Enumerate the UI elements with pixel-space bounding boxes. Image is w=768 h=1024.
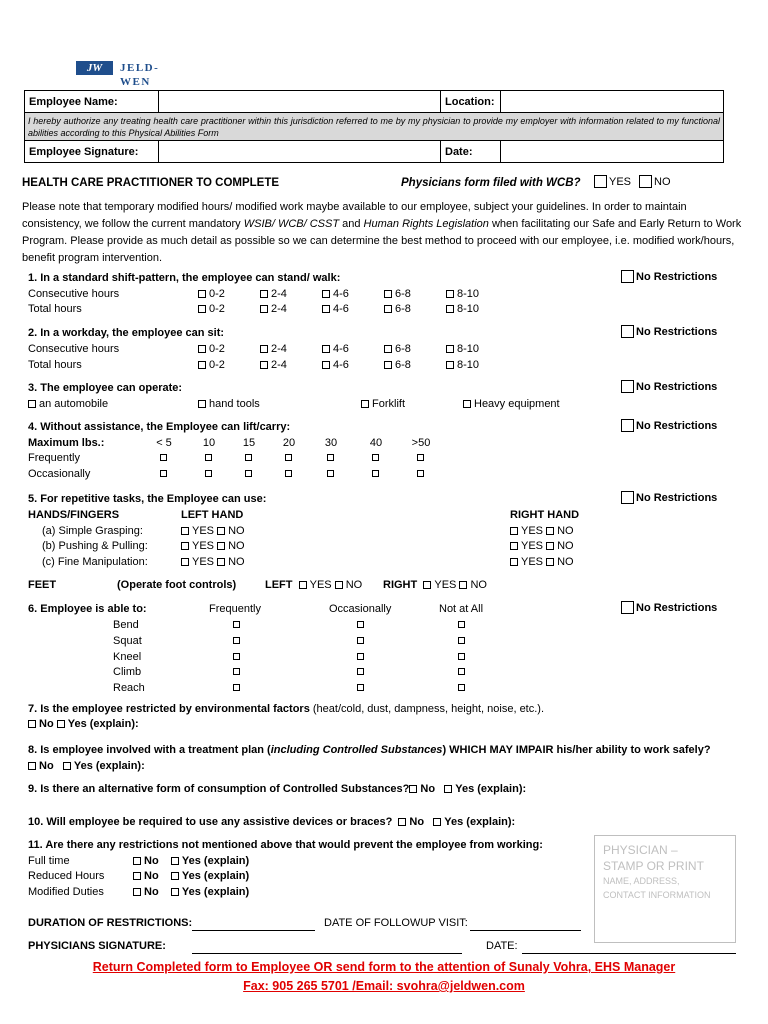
checkbox[interactable] [260, 305, 268, 313]
q8-answers: No Yes (explain): [28, 759, 145, 773]
q7-yes-checkbox[interactable] [57, 720, 65, 728]
checkbox[interactable] [198, 361, 206, 369]
q1-range-option[interactable] [446, 302, 479, 316]
employee-name-label: Employee Name: [25, 91, 159, 113]
q10-no-checkbox[interactable] [398, 818, 406, 826]
q6-activity-label: Kneel [113, 651, 142, 663]
range-label: 2-4 [271, 359, 287, 371]
physician-date-field[interactable] [522, 953, 736, 954]
q6-checkbox[interactable] [357, 637, 364, 644]
q1-row-label: Total hours [28, 303, 82, 315]
checkbox[interactable] [322, 361, 330, 369]
q9-yes-checkbox[interactable] [444, 785, 452, 793]
q5-feet-left: LEFT YES NO [265, 579, 363, 591]
q5-task-label: (a) Simple Grasping: [42, 525, 143, 537]
checkbox[interactable] [510, 558, 518, 566]
q5-yes-no: YES NO [510, 555, 574, 569]
q1-range-option[interactable] [198, 287, 225, 301]
checkbox[interactable] [260, 361, 268, 369]
q4-weight-label: >50 [411, 437, 431, 449]
checkbox[interactable] [621, 601, 634, 614]
checkbox[interactable] [171, 872, 179, 880]
checkbox[interactable] [322, 305, 330, 313]
q4-weight-label: 30 [324, 437, 338, 449]
q5-feet-label: FEET [28, 579, 57, 591]
checkbox[interactable] [384, 290, 392, 298]
checkbox[interactable] [217, 558, 225, 566]
date-field[interactable] [501, 141, 724, 163]
q9-no-checkbox[interactable] [409, 785, 417, 793]
q4-weight-label: 10 [202, 437, 216, 449]
q4-checkbox[interactable] [417, 470, 424, 477]
contact-info: Fax: 905 265 5701 /Email: svohra@jeldwen.com [243, 979, 525, 993]
physician-stamp-box[interactable] [594, 835, 736, 943]
range-label: 0-2 [209, 303, 225, 315]
q2-range-option[interactable] [198, 358, 225, 372]
q11-answers: No Yes (explain) [133, 869, 249, 883]
checkbox[interactable] [621, 325, 634, 338]
checkbox[interactable] [621, 491, 634, 504]
q2-range-option[interactable] [260, 342, 287, 356]
q2-range-option[interactable] [446, 358, 479, 372]
duration-field[interactable] [192, 930, 315, 931]
q1-range-option[interactable] [260, 302, 287, 316]
q6-checkbox[interactable] [357, 653, 364, 660]
q6-checkbox[interactable] [458, 621, 465, 628]
q11-answers: No Yes (explain) [133, 885, 249, 899]
q4-checkbox[interactable] [285, 470, 292, 477]
q4-weight-label: 40 [369, 437, 383, 449]
q3-option-automobile[interactable]: an automobile [28, 397, 108, 411]
checkbox[interactable] [133, 888, 141, 896]
physician-signature-label: PHYSICIANS SIGNATURE: [28, 940, 166, 952]
stamp-line-4: CONTACT INFORMATION [603, 890, 711, 900]
q4-checkbox[interactable] [372, 454, 379, 461]
checkbox[interactable] [446, 290, 454, 298]
range-label: 8-10 [457, 343, 480, 355]
q6-checkbox[interactable] [357, 668, 364, 675]
return-instructions: Return Completed form to Employee OR send form to the attention of Sunaly Vohra, EHS Manager [92, 960, 676, 974]
q5-feet-desc: (Operate foot controls) [117, 579, 237, 591]
location-field[interactable] [501, 91, 724, 113]
checkbox[interactable] [322, 290, 330, 298]
wcb-no-label: NO [654, 176, 671, 188]
q6-checkbox[interactable] [233, 621, 240, 628]
stamp-line-2: STAMP OR PRINT [603, 859, 704, 873]
q6-col-not-at-all: Not at All [439, 603, 484, 615]
q2-range-option[interactable] [260, 358, 287, 372]
intro-paragraph: Please note that temporary modified hours/ modified work maybe available to our employee, subject your guidelines. In order to maintain consistency, we follow the current mandatory WSIB/ WCB/ CSST and Human Rights Legislation when facilitating our Safe and Early Return to Work Program. Please provide as much detail as possible so we can determine the best method to proceed with our employee, i.e. modified work/hours, benefit program intervention. [22, 201, 742, 264]
q4-checkbox[interactable] [285, 454, 292, 461]
q1-title: 1. In a standard shift-pattern, the employee can stand/ walk: [28, 272, 341, 284]
followup-field[interactable] [470, 930, 581, 931]
wcb-no-checkbox[interactable] [639, 175, 652, 188]
checkbox[interactable] [621, 419, 634, 432]
q1-range-option[interactable] [260, 287, 287, 301]
range-label: 0-2 [209, 288, 225, 300]
checkbox[interactable] [171, 888, 179, 896]
q4-weight-label: 15 [242, 437, 256, 449]
q11-row-label: Full time [28, 855, 70, 867]
hcp-title: HEALTH CARE PRACTITIONER TO COMPLETE [22, 177, 280, 189]
range-label: 6-8 [395, 288, 411, 300]
q1-range-option[interactable] [322, 302, 349, 316]
checkbox[interactable] [621, 270, 634, 283]
q4-checkbox[interactable] [327, 454, 334, 461]
checkbox[interactable] [510, 527, 518, 535]
q5-hands-label: HANDS/FINGERS [28, 509, 120, 521]
checkbox[interactable] [299, 581, 307, 589]
checkbox[interactable] [446, 361, 454, 369]
range-label: 8-10 [457, 303, 480, 315]
q2-row-label: Total hours [28, 359, 82, 371]
q1-row-label: Consecutive hours [28, 288, 120, 300]
wcb-yes-checkbox[interactable] [594, 175, 607, 188]
checkbox[interactable] [446, 345, 454, 353]
q7-answers: No Yes (explain): [28, 717, 139, 731]
q11-row-label: Modified Duties [28, 886, 104, 898]
q1-range-option[interactable] [446, 287, 479, 301]
q4-checkbox[interactable] [245, 470, 252, 477]
duration-label: DURATION OF RESTRICTIONS: [28, 917, 193, 929]
checkbox[interactable] [133, 857, 141, 865]
q4-row-label: Occasionally [28, 468, 91, 480]
q2-row-label: Consecutive hours [28, 343, 120, 355]
q3-title: 3. The employee can operate: [28, 382, 183, 394]
q2-range-option[interactable] [446, 342, 479, 356]
q6-checkbox[interactable] [458, 653, 465, 660]
q11-question: 11. Are there any restrictions not mentioned above that would prevent the employee from working: [28, 839, 543, 851]
checkbox[interactable] [384, 345, 392, 353]
q2-range-option[interactable] [384, 358, 411, 372]
q1-range-option[interactable] [384, 302, 411, 316]
range-label: 0-2 [209, 359, 225, 371]
q5-right-hand-label: RIGHT HAND [510, 509, 580, 521]
checkbox[interactable] [260, 290, 268, 298]
q6-checkbox[interactable] [357, 621, 364, 628]
date-label: Date: [441, 141, 501, 163]
checkbox[interactable] [260, 345, 268, 353]
q8-no-checkbox[interactable] [28, 762, 36, 770]
logo-wordmark: JELD-WEN [120, 62, 160, 88]
range-label: 2-4 [271, 288, 287, 300]
checkbox[interactable] [384, 361, 392, 369]
checkbox[interactable] [546, 542, 554, 550]
range-label: 2-4 [271, 343, 287, 355]
q1-no-restrictions[interactable]: No Restrictions [621, 270, 717, 284]
followup-label: DATE OF FOLLOWUP VISIT: [324, 917, 468, 929]
q6-activity-label: Squat [113, 635, 142, 647]
stamp-line-3: NAME, ADDRESS, [603, 876, 680, 886]
q6-activity-label: Bend [113, 619, 139, 631]
q4-weight-label: < 5 [156, 437, 172, 449]
q4-checkbox[interactable] [205, 454, 212, 461]
q4-row-label: Frequently [28, 452, 80, 464]
q6-checkbox[interactable] [233, 653, 240, 660]
physician-date-label: DATE: [486, 940, 518, 952]
checkbox[interactable] [446, 305, 454, 313]
employee-signature-label: Employee Signature: [25, 141, 159, 163]
checkbox[interactable] [546, 558, 554, 566]
checkbox[interactable] [181, 542, 189, 550]
checkbox[interactable] [198, 290, 206, 298]
employee-name-field[interactable] [159, 91, 441, 113]
q11-answers: No Yes (explain) [133, 854, 249, 868]
q6-checkbox[interactable] [233, 637, 240, 644]
q2-range-option[interactable] [322, 342, 349, 356]
employee-signature-field[interactable] [159, 141, 441, 163]
q6-col-occasionally: Occasionally [329, 603, 392, 615]
q6-no-restrictions[interactable]: No Restrictions [621, 601, 717, 615]
q5-yes-no: YES NO [181, 539, 245, 553]
checkbox[interactable] [181, 527, 189, 535]
q10-question: 10. Will employee be required to use any assistive devices or braces? No Yes (explain): [28, 816, 516, 828]
q4-checkbox[interactable] [417, 454, 424, 461]
checkbox[interactable] [621, 380, 634, 393]
checkbox[interactable] [133, 872, 141, 880]
checkbox[interactable] [423, 581, 431, 589]
q8-question: 8. Is employee involved with a treatment plan (including Controlled Substances) WHICH MAY IMPAIR his/her ability to work safely? [28, 744, 711, 756]
checkbox[interactable] [459, 581, 467, 589]
q5-no-restrictions[interactable]: No Restrictions [621, 491, 717, 505]
authorization-statement: I hereby authorize any treating health care practitioner within this jurisdiction referred to me by my physician to provide my employer with information related to my functional abilities according to this Physical Abilities Form [25, 113, 724, 141]
q5-left-hand-label: LEFT HAND [181, 509, 244, 521]
q6-col-frequently: Frequently [209, 603, 261, 615]
stamp-line-1: PHYSICIAN – [603, 843, 678, 857]
range-label: 8-10 [457, 359, 480, 371]
range-label: 6-8 [395, 303, 411, 315]
checkbox[interactable] [510, 542, 518, 550]
q5-yes-no: YES NO [510, 524, 574, 538]
q4-checkbox[interactable] [372, 470, 379, 477]
q4-checkbox[interactable] [327, 470, 334, 477]
wcb-question: Physicians form filed with WCB? [401, 177, 581, 189]
q4-checkbox[interactable] [160, 470, 167, 477]
q6-activity-label: Climb [113, 666, 142, 678]
q5-yes-no: YES NO [510, 539, 574, 553]
q6-activity-label: Reach [113, 682, 145, 694]
wcb-yes-label: YES [609, 176, 632, 188]
checkbox[interactable] [546, 527, 554, 535]
q6-checkbox[interactable] [458, 684, 465, 691]
q2-range-option[interactable] [384, 342, 411, 356]
q6-checkbox[interactable] [458, 668, 465, 675]
checkbox[interactable] [198, 305, 206, 313]
q1-range-option[interactable] [322, 287, 349, 301]
q5-task-label: (c) Fine Manipulation: [42, 556, 148, 568]
q9-question: 9. Is there an alternative form of consumption of Controlled Substances? No Yes (explain): [28, 783, 527, 795]
physician-signature-field[interactable] [192, 953, 462, 954]
range-label: 4-6 [333, 343, 349, 355]
checkbox[interactable] [335, 581, 343, 589]
checkbox[interactable] [171, 857, 179, 865]
q5-yes-no: YES NO [181, 555, 245, 569]
q11-row-label: Reduced Hours [28, 870, 105, 882]
checkbox[interactable] [322, 345, 330, 353]
q5-feet-right: RIGHT YES NO [383, 579, 487, 591]
q2-no-restrictions[interactable]: No Restrictions [621, 325, 717, 339]
q2-range-option[interactable] [198, 342, 225, 356]
range-label: 0-2 [209, 343, 225, 355]
q6-checkbox[interactable] [458, 637, 465, 644]
q3-option-heavy-equipment[interactable]: Heavy equipment [463, 397, 560, 411]
q7-question: 7. Is the employee restricted by environmental factors (heat/cold, dust, dampness, height, noise, etc.). [28, 703, 545, 715]
q4-checkbox[interactable] [245, 454, 252, 461]
checkbox[interactable] [384, 305, 392, 313]
q8-yes-checkbox[interactable] [63, 762, 71, 770]
q6-checkbox[interactable] [233, 668, 240, 675]
q5-task-label: (b) Pushing & Pulling: [42, 540, 148, 552]
q6-checkbox[interactable] [233, 684, 240, 691]
q4-no-restrictions[interactable]: No Restrictions [621, 419, 717, 433]
range-label: 4-6 [333, 359, 349, 371]
wcb-no-option[interactable] [639, 175, 671, 189]
q3-option-hand-tools[interactable]: hand tools [198, 397, 260, 411]
q2-title: 2. In a workday, the employee can sit: [28, 327, 225, 339]
q6-title: 6. Employee is able to: [28, 603, 147, 615]
employee-info-table [24, 90, 724, 163]
checkbox[interactable] [198, 345, 206, 353]
checkbox[interactable] [217, 527, 225, 535]
range-label: 8-10 [457, 288, 480, 300]
q5-title: 5. For repetitive tasks, the Employee can use: [28, 493, 267, 505]
q4-max-label: Maximum lbs.: [28, 437, 105, 449]
checkbox[interactable] [217, 542, 225, 550]
location-label: Location: [441, 91, 501, 113]
q7-no-checkbox[interactable] [28, 720, 36, 728]
q4-title: 4. Without assistance, the Employee can lift/carry: [28, 421, 291, 433]
q4-checkbox[interactable] [160, 454, 167, 461]
q2-range-option[interactable] [322, 358, 349, 372]
q4-weight-label: 20 [282, 437, 296, 449]
range-label: 4-6 [333, 288, 349, 300]
wcb-yes-option[interactable] [594, 175, 631, 189]
q1-range-option[interactable] [198, 302, 225, 316]
q10-yes-checkbox[interactable] [433, 818, 441, 826]
range-label: 2-4 [271, 303, 287, 315]
logo-mark: JW [76, 61, 113, 75]
q3-no-restrictions[interactable]: No Restrictions [621, 380, 717, 394]
q6-checkbox[interactable] [357, 684, 364, 691]
range-label: 4-6 [333, 303, 349, 315]
q1-range-option[interactable] [384, 287, 411, 301]
range-label: 6-8 [395, 343, 411, 355]
q5-yes-no: YES NO [181, 524, 245, 538]
checkbox[interactable] [181, 558, 189, 566]
q4-checkbox[interactable] [205, 470, 212, 477]
range-label: 6-8 [395, 359, 411, 371]
q3-option-forklift[interactable]: Forklift [361, 397, 405, 411]
